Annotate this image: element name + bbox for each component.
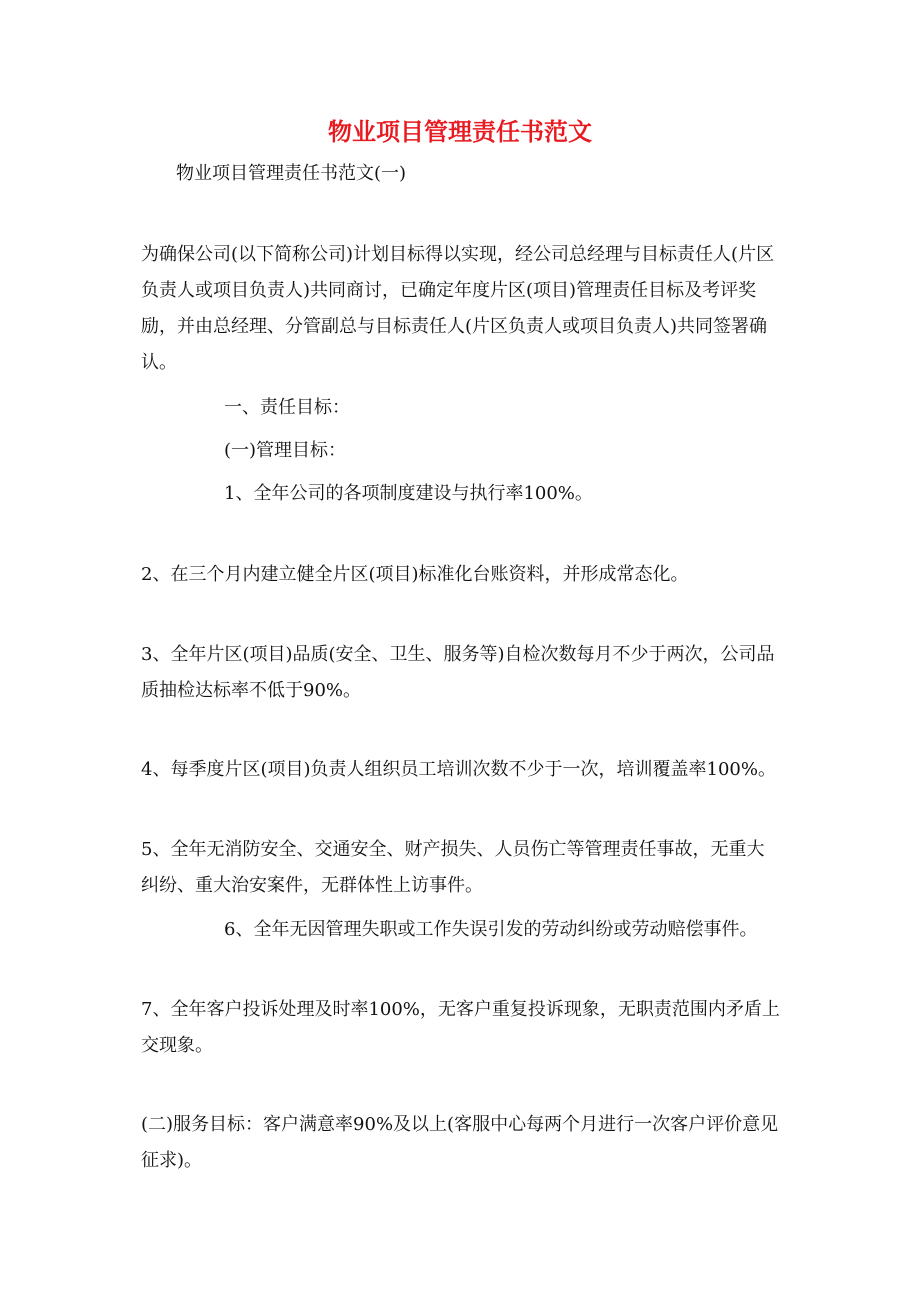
list-item-4: 4、每季度片区(项目)负责人组织员工培训次数不少于一次，培训覆盖率100%。 <box>141 759 776 780</box>
list-item-5: 5、全年无消防安全、交通安全、财产损失、人员伤亡等管理责任事故，无重大纠纷、重大治安案件，无群体性上访事件。 <box>141 839 765 896</box>
document-title: 物业项目管理责任书范文 <box>328 118 592 146</box>
list-item-2: 2、在三个月内建立健全片区(项目)标准化台账资料，并形成常态化。 <box>141 564 689 585</box>
subsection-heading-management-targets: (一)管理目标： <box>224 440 347 461</box>
subsection-service-targets: (二)服务目标：客户满意率90%及以上(客服中心每两个月进行一次客户评价意见征求)。 <box>141 1114 779 1171</box>
document-subtitle: 物业项目管理责任书范文(一) <box>176 163 407 184</box>
list-item-1: 1、全年公司的各项制度建设与执行率100%。 <box>224 483 593 504</box>
list-item-7: 7、全年客户投诉处理及时率100%，无客户重复投诉现象，无职责范围内矛盾上交现象。 <box>141 999 780 1056</box>
section-heading-responsibility-targets: 一、责任目标： <box>224 397 350 418</box>
list-item-6: 6、全年无因管理失职或工作失误引发的劳动纠纷或劳动赔偿事件。 <box>224 919 758 940</box>
intro-paragraph: 为确保公司(以下简称公司)计划目标得以实现，经公司总经理与目标责任人(片区负责人或项目负责人)共同商讨，已确定年度片区(项目)管理责任目标及考评奖励，并由总经理、分管副总与目标责任人(片区负责人或项目负责人)共同签署确认。 <box>141 244 775 373</box>
list-item-3: 3、全年片区(项目)品质(安全、卫生、服务等)自检次数每月不少于两次，公司品质抽检达标率不低于90%。 <box>141 644 775 701</box>
